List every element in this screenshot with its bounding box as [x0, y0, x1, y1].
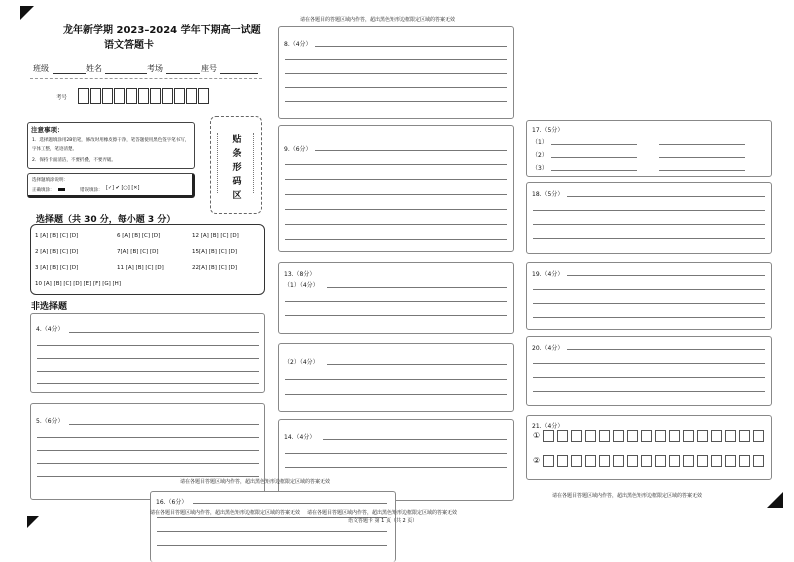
choice-q12[interactable]: 12 [A] [B] [C] [D] — [192, 233, 239, 239]
q13-2-answer-box[interactable] — [278, 343, 514, 412]
choice-q10[interactable]: 10 [A] [B] [C] [D] [E] [F] [G] [H] — [35, 281, 121, 287]
header-divider — [30, 78, 262, 79]
barcode-label: 贴 条 形 码 区 — [232, 135, 242, 201]
corner-marker-bottom-left — [27, 516, 39, 528]
fill-instruction-box — [27, 173, 195, 198]
exam-number-label: 考号 — [56, 95, 68, 101]
seat-field[interactable] — [220, 73, 258, 74]
q21-row-1[interactable] — [531, 430, 771, 444]
q21-answer-box[interactable] — [526, 415, 772, 480]
correct-fill-mark — [58, 188, 65, 191]
choice-q2[interactable]: 2 [A] [B] [C] [D] — [35, 249, 79, 255]
choice-box — [30, 224, 265, 295]
answer-sheet-subtitle: 语文答题卡 — [104, 40, 154, 51]
notice-box — [27, 122, 195, 169]
corner-marker-top-left — [20, 6, 34, 20]
exam-title: 龙年新学期 2023–2024 学年下期高一试题 — [63, 25, 261, 36]
notice-item-2: 2．保持卡面清洁，不要折叠，不要弄破。 — [32, 158, 116, 163]
q18-label: 18.（5分） — [532, 191, 564, 198]
corner-marker-bottom-right — [767, 492, 783, 508]
choice-section-title: 选择题（共 30 分，每小题 3 分） — [36, 215, 176, 225]
q21-label: 21.（4分） — [532, 423, 564, 430]
q8-answer-box[interactable] — [278, 26, 514, 119]
room-field[interactable] — [166, 73, 200, 74]
bottom-warning-right: 请在各题目答题区域内作答，超出黑色矩形边框限定区域的答案无效 — [552, 493, 703, 499]
q17-sub-3: （3） — [532, 165, 548, 172]
notice-item-1: 1．选择题填涂用2B铅笔，修改时用橡皮擦干净，笔答题使用黑色签字笔书写，字体工整，笔迹清楚。 — [32, 138, 190, 152]
q5-answer-box[interactable] — [30, 403, 265, 500]
fill-title: 选择题填涂说明： — [32, 178, 68, 183]
q9-answer-box[interactable] — [278, 125, 514, 252]
class-field[interactable] — [53, 73, 86, 74]
choice-q3[interactable]: 3 [A] [B] [C] [D] — [35, 265, 79, 271]
fill-correct: 正确填涂： — [32, 188, 55, 193]
q21-row-2-marker: ② — [533, 456, 541, 465]
barcode-side-left — [217, 133, 221, 193]
barcode-area — [210, 116, 262, 214]
q17-answer-box[interactable] — [526, 120, 772, 177]
q14-label: 14.（4分） — [284, 434, 316, 441]
class-label: 班级 — [33, 64, 49, 73]
q13-answer-box[interactable] — [278, 262, 514, 334]
bottom-warning-center: 请在各题目答题区域内作答，超出黑色矩形边框限定区域的答案无效 — [307, 510, 458, 516]
q16-label: 16.（6分） — [156, 499, 188, 506]
q16-answer-box[interactable] — [150, 491, 396, 562]
q9-label: 9.（6分） — [284, 146, 312, 153]
q17-label: 17.（5分） — [532, 127, 564, 134]
q20-answer-box[interactable] — [526, 336, 772, 406]
q19-answer-box[interactable] — [526, 262, 772, 330]
q21-row-2[interactable] — [531, 455, 771, 469]
q4-label: 4.（4分） — [36, 326, 64, 333]
bottom-warning-left: 请在各题目答题区域内作答，超出黑色矩形边框限定区域的答案无效 — [150, 510, 301, 516]
page-footer: 语文答题卡 第 1 页（共 2 页） — [348, 518, 418, 524]
name-field[interactable] — [105, 73, 147, 74]
q17-sub-2: （2） — [532, 152, 548, 159]
room-label: 考场 — [147, 64, 163, 73]
q13-1-label: （1）（4分） — [284, 282, 319, 289]
q8-label: 8.（4分） — [284, 41, 312, 48]
wrong-fill-marks: [✓] ✔ [○] [✕] — [106, 185, 140, 191]
choice-q22[interactable]: 22[A] [B] [C] [D] — [192, 265, 238, 271]
q5-label: 5.（6分） — [36, 418, 64, 425]
q14-answer-box[interactable] — [278, 419, 514, 501]
notice-title: 注意事项： — [31, 126, 64, 134]
q19-label: 19.（4分） — [532, 271, 564, 278]
q18-answer-box[interactable] — [526, 182, 772, 254]
top-warning-col2: 请在各题目的答题区域内作答，超出黑色矩形边框限定区域的答案无效 — [300, 17, 456, 23]
name-label: 姓名 — [86, 64, 102, 73]
choice-q15[interactable]: 15[A] [B] [C] [D] — [192, 249, 238, 255]
choice-q1[interactable]: 1 [A] [B] [C] [D] — [35, 233, 79, 239]
q4-answer-box[interactable] — [30, 313, 265, 393]
q13-label: 13.（8分） — [284, 271, 316, 278]
q21-row-1-marker: ① — [533, 431, 541, 440]
q20-label: 20.（4分） — [532, 345, 564, 352]
nonchoice-section-title: 非选择题 — [31, 302, 68, 312]
q17-sub-1: （1） — [532, 139, 548, 146]
choice-q6[interactable]: 6 [A] [B] [C] [D] — [117, 233, 161, 239]
choice-q11[interactable]: 11 [A] [B] [C] [D] — [117, 265, 164, 271]
bottom-warning-mid: 请在各题目答题区域内作答，超出黑色矩形边框限定区域的答案无效 — [180, 479, 331, 485]
choice-q7[interactable]: 7[A] [B] [C] [D] — [117, 249, 159, 255]
barcode-side-right — [253, 133, 257, 193]
seat-label: 座号 — [201, 64, 217, 73]
fill-wrong: 错误填涂： — [80, 188, 103, 193]
q13-2-label: （2）（4分） — [284, 359, 319, 366]
